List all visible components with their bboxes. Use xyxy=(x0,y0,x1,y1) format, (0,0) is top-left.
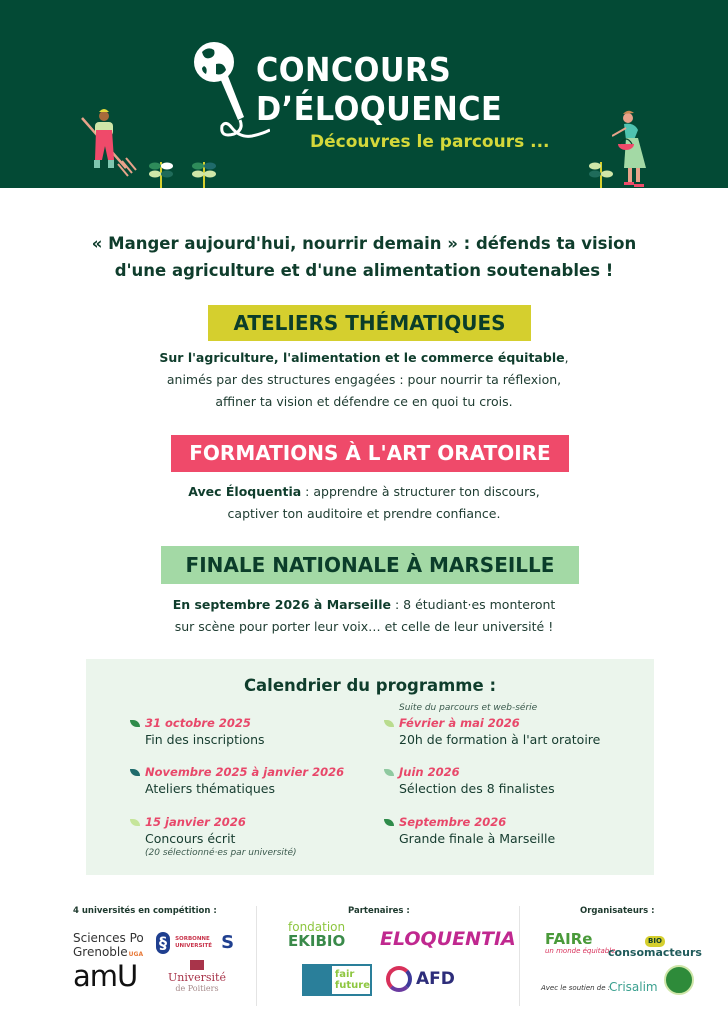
intro-line-2: d'une agriculture et d'une alimentation soutenables ! xyxy=(114,261,614,280)
logo-bio-consomacteurs xyxy=(608,932,702,958)
calendar-date: Février à mai 2026 xyxy=(399,716,520,730)
calendar-date: Septembre 2026 xyxy=(399,815,507,829)
logo-text: EKIBIO xyxy=(288,932,346,950)
logo-text: fair xyxy=(334,969,355,980)
calendar-item xyxy=(145,764,344,797)
calendar-desc: Sélection des 8 finalistes xyxy=(399,781,555,796)
logo-text: BIO xyxy=(645,936,665,947)
logo-afd xyxy=(386,966,455,992)
leaf-icon xyxy=(384,769,394,776)
logo-text: SORBONNE xyxy=(175,936,210,942)
logo-organizer-badge-icon xyxy=(664,965,694,995)
logo-text: consomacteurs xyxy=(608,946,702,959)
logo-crisalim: Crisalim xyxy=(609,980,658,994)
calendar-date: 31 octobre 2025 xyxy=(145,716,251,730)
calendar-note: (20 sélectionné·es par université) xyxy=(145,848,297,858)
leaf-icon xyxy=(384,819,394,826)
logo-text: fondation xyxy=(288,920,346,934)
calendar-desc: Concours écrit xyxy=(145,831,236,846)
calendar-date: 15 janvier 2026 xyxy=(145,815,246,829)
calendar-date: Novembre 2025 à janvier 2026 xyxy=(145,765,345,779)
intro-line-1: « Manger aujourd'hui, nourrir demain » : défends ta vision xyxy=(91,234,637,253)
calendar-item xyxy=(399,764,555,797)
section-body-text: : 8 étudiant·es monteront xyxy=(390,597,556,612)
calendar-item xyxy=(145,715,265,748)
section-body-text: captiver ton auditoire et prendre confiance. xyxy=(227,506,501,521)
logo-fondation-ekibio xyxy=(288,920,345,948)
section-body-text: affiner ta vision et défendre ce en quoi tu crois. xyxy=(215,394,513,409)
calendar-title: Calendrier du programme : xyxy=(243,676,497,695)
fair-future-block xyxy=(304,966,332,994)
logo-universite-poitiers xyxy=(168,960,226,994)
calendar-note-right: Suite du parcours et web-série xyxy=(399,703,538,713)
section-body-text: : apprendre à structurer ton discours, xyxy=(301,484,540,499)
afd-ring-icon xyxy=(386,966,412,992)
section-body-bold: Avec Éloquentia xyxy=(188,484,302,499)
section-body-bold: En septembre 2026 à Marseille xyxy=(172,597,391,612)
section-title-formations: FORMATIONS À L'ART ORATOIRE xyxy=(171,435,569,472)
leaf-icon xyxy=(130,720,140,727)
partners-label: Partenaires : xyxy=(348,906,410,916)
logo-text: Grenoble xyxy=(73,945,128,959)
gardener-illustration xyxy=(612,110,662,188)
section-body-formations xyxy=(0,481,728,525)
logo-amu: amU xyxy=(73,959,138,993)
logo-text: AFD xyxy=(416,968,455,989)
poitiers-crest-icon xyxy=(190,960,204,970)
leaf-icon xyxy=(130,819,140,826)
support-label: Avec le soutien de : xyxy=(541,984,611,992)
logo-text: Sciences Po xyxy=(73,931,144,945)
calendar-desc: Fin des inscriptions xyxy=(145,732,265,747)
calendar-item xyxy=(399,715,600,748)
title-line-2: D’ÉLOQUENCE xyxy=(256,89,503,128)
section-body-finale xyxy=(0,594,728,638)
calendar-desc: 20h de formation à l'art oratoire xyxy=(399,732,601,747)
logo-text: Université xyxy=(168,971,226,984)
organizers-label: Organisateurs : xyxy=(580,906,655,916)
header-banner xyxy=(0,0,728,188)
calendar-date: Juin 2026 xyxy=(399,765,460,779)
footer-divider xyxy=(519,906,520,1006)
section-body-text: , xyxy=(564,350,569,365)
sprout-icon xyxy=(148,158,174,188)
calendar-panel xyxy=(86,659,654,875)
logo-text: un monde équitable xyxy=(545,947,616,955)
logo-fair-future xyxy=(302,964,372,996)
logo-text: future xyxy=(334,980,370,991)
sprout-icon xyxy=(588,158,614,188)
sorbonne-lettres-s-icon: S xyxy=(221,932,235,953)
leaf-icon xyxy=(130,769,140,776)
logo-text: de Poitiers xyxy=(175,984,219,993)
leaf-icon xyxy=(384,720,394,727)
calendar-desc: Ateliers thématiques xyxy=(145,781,275,796)
section-body-bold: Sur l'agriculture, l'alimentation et le commerce équitable xyxy=(159,350,565,365)
title-line-1: CONCOURS xyxy=(256,50,452,89)
universities-label: 4 universités en compétition : xyxy=(73,906,217,916)
calendar-item xyxy=(399,814,555,847)
logo-text: UNIVERSITÉ xyxy=(175,943,212,949)
calendar-item xyxy=(145,814,297,859)
logo-text: UGA xyxy=(128,951,144,958)
sprout-icon xyxy=(191,158,217,188)
footer-divider xyxy=(256,906,257,1006)
logo-sorbonne xyxy=(156,932,234,954)
logo-eloquentia: ELOQUENTIA xyxy=(380,928,516,950)
sorbonne-s-icon: § xyxy=(156,932,170,954)
intro-tagline xyxy=(0,230,728,284)
calendar-desc: Grande finale à Marseille xyxy=(399,831,556,846)
logo-text: FAIRe xyxy=(545,930,593,948)
section-body-ateliers xyxy=(0,347,728,413)
farmer-illustration xyxy=(78,108,148,188)
section-body-text: animés par des structures engagées : pour nourrir ta réflexion, xyxy=(166,372,562,387)
logo-sciences-po-grenoble xyxy=(73,931,144,962)
header-subtitle: Découvres le parcours ... xyxy=(310,132,550,152)
section-title-finale: FINALE NATIONALE À MARSEILLE xyxy=(161,546,579,584)
section-body-text: sur scène pour porter leur voix… et celle de leur université ! xyxy=(174,619,554,634)
section-title-ateliers: ATELIERS THÉMATIQUES xyxy=(208,305,531,341)
logo-faire xyxy=(545,930,616,957)
